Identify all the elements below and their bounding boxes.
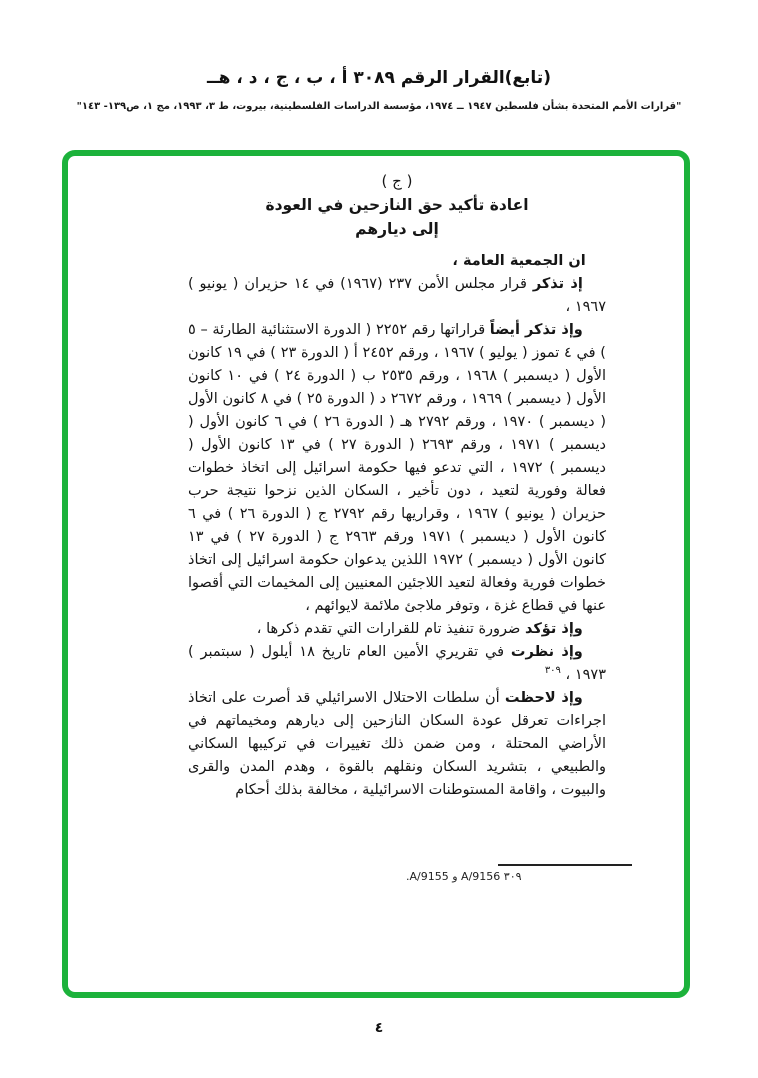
paragraph-lead: إذ تذكر [532,276,583,292]
paragraph-lead: وإذ لاحظت [504,690,583,706]
paragraph: وإذ تؤكد ضرورة تنفيذ تام للقرارات التي تقدم ذكرها ، [256,621,583,637]
paragraph-lead: وإذ تؤكد [524,621,583,637]
scanned-page-frame [62,150,690,998]
footnote-block [404,864,644,883]
opening-line: ان الجمعية العامة ، [452,253,586,269]
section-title-line1: اعادة تأكيد حق النازحين في العودة [265,196,529,214]
section-title-line2: إلى ديارهم [355,220,439,238]
resolution-text-column [188,170,606,802]
footnote-separator-rule [498,864,632,866]
page-number: ٤ [374,1020,384,1036]
document-header-title: (تابع)القرار الرقم ٣٠٨٩ أ ، ب ، ج ، د ، هــ [207,68,551,88]
paragraph-lead: وإذ تذكر أيضاً [489,322,583,338]
paragraph: وإذ تذكر أيضاً قراراتها رقم ٢٢٥٢ ( الدورة الاستثنائية الطارئة – ٥ ) في ٤ تموز ( يوليو ) ١٩٦٧ ، ورقم ٢٤٥٢ أ ( الدورة ٢٣ ) في ١٩ كانون الأول ( ديسمبر ) ١٩٦٨ ، ورقم ٢٥٣٥ ب ( الدورة ٢٤ ) في ١٠ كانون الأول ( ديسمبر ) ١٩٦٩ ، ورقم ٢٦٧٢ د ( الدورة ٢٥ ) في ٨ كانون الأول ( ديسمبر ) ١٩٧٠ ، ورقم ٢٧٩٢ هـ ( الدورة ٢٦ ) في ٦ كانون الأول ( ديسمبر ) ١٩٧١ ، ورقم ٢٦٩٣ ( الدورة ٢٧ ) في ١٣ كانون الأول ( ديسمبر ) ١٩٧٢ ، التي تدعو فيها حكومة اسرائيل إلى اتخاذ خطوات فعالة وفورية لتعيد ، دون تأخير ، السكان الذين نزحوا نتيجة حرب حزيران ( يونيو ) ١٩٦٧ ، وقراريها رقم ٢٧٩٢ ج ( الدورة ٢٦ ) في ٦ كانون الأول ( ديسمبر ) ١٩٧١ ورقم ٢٩٦٣ ج ( الدورة ٢٧ ) في ١٣ كانون الأول ( ديسمبر ) ١٩٧٢ اللذين يدعوان حكومة اسرائيل إلى اتخاذ خطوات فورية وفعالة لتعيد اللاجئين المعنيين إلى المخيمات التي أقصوا عنها في قطاع غزة ، وتوفر ملاجئ ملائمة لايوائهم ، [188,322,607,614]
paragraph: إذ تذكر قرار مجلس الأمن ٢٣٧ (١٩٦٧) في ١٤ حزيران ( يونيو ) ١٩٦٧ ، [188,276,606,315]
document-source-citation: "قرارات الأمم المتحدة بشأن فلسطين ١٩٤٧ ــ ١٩٧٤، مؤسسة الدراسات الفلسطينية، بيروت، ط ٣، ١٩٩٣، مج ١، ص١٣٩- ١٤٣" [76,101,682,112]
paragraphs [188,273,606,802]
section-letter: ( ج ) [381,172,413,190]
footnote-reference: ٣٠٩ [544,665,561,677]
footnote-text: ٣٠٩ A/9156 و A/9155. [406,870,522,883]
paragraph: وإذ نظرت في تقريري الأمين العام تاريخ ١٨ أيلول ( سبتمبر ) ١٩٧٣ ، $^{٣٠٩}$ [188,644,606,683]
paragraph-lead: وإذ نظرت [510,644,583,660]
paragraph: وإذ لاحظت أن سلطات الاحتلال الاسرائيلي قد أصرت على اتخاذ اجراءات تعرقل عودة السكان النازحين إلى ديارهم ومخيماتهم في الأراضي المحتلة ، ومن ضمن ذلك تغييرات في تركيبها السكاني والطبيعي ، بتشريد السكان ونقلهم بالقوة ، وهدم المدن والقرى والبيوت ، واقامة المستوطنات الاسرائيلية ، مخالفة بذلك أحكام [188,690,606,798]
